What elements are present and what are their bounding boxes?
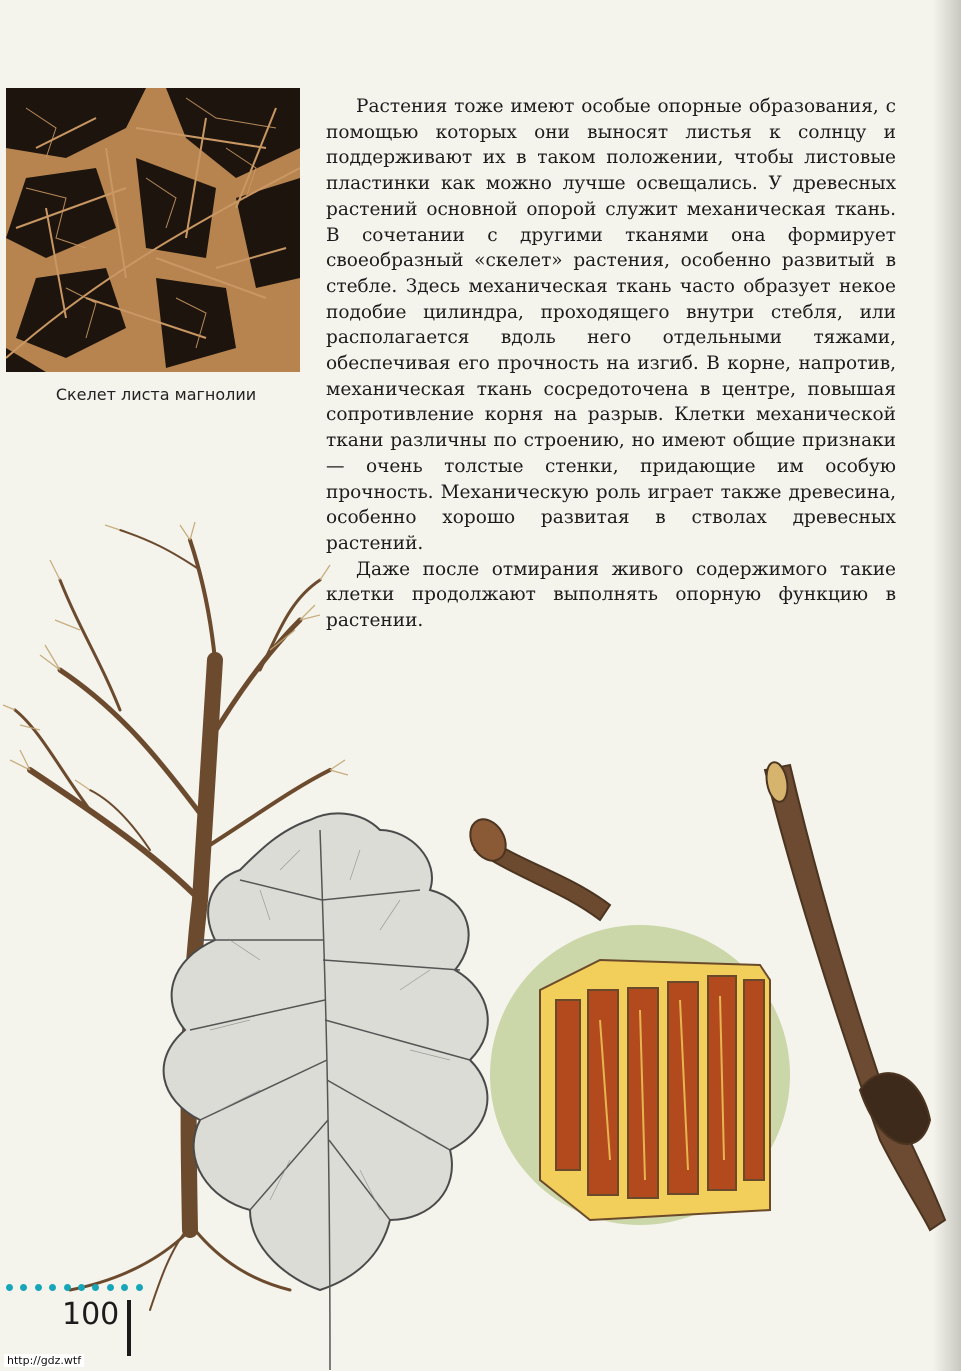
oak-leaf-skeleton-drawing	[164, 813, 488, 1370]
photo-caption: Скелет листа магнолии	[55, 385, 257, 404]
page-number-bar	[127, 1300, 131, 1356]
paragraph: Растения тоже имеют особые опорные образования, с помощью которых они выносят листья к солнцу и поддерживают их в таком положении, чтобы листовые пластинки как можно лучше освещались. У древесных растений основной опорой служит механическая ткань. В сочетании с другими тканями она формирует своеобразный «скелет» растения, особенно развитый в стебле. Здесь механическая ткань часто образует некое подобие цилиндра, проходящего внутри стебля, или располагается вдоль него отдельными тяжами, обеспечивая его прочность на изгиб. В корне, напротив, механическая ткань сосредоточена в центре, повышая сопротивление корня на разрыв. Клетки механической ткани различны по строению, но имеют общие признаки — очень толстые стенки, придающие им особую прочность. Механическую роль играет также древесина, особенно хорошо развитая в стволах древесных растений.	[326, 96, 896, 554]
wood-tissue-drawing	[490, 925, 790, 1225]
magnolia-leaf-skeleton-photo	[6, 88, 300, 372]
plant-support-illustration	[0, 520, 961, 1370]
paragraph: Даже после отмирания живого содержимого такие клетки продолжают выполнять опорную функцию в растении.	[326, 558, 896, 632]
page-number: 100	[62, 1297, 120, 1332]
watermark-url[interactable]: http://gdz.wtf	[4, 1354, 84, 1367]
decorative-dots	[6, 1284, 143, 1291]
